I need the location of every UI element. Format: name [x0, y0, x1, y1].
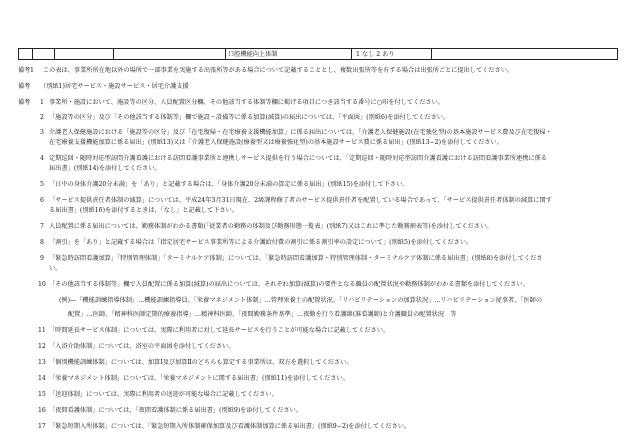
note-number: 11 — [38, 327, 46, 334]
note-text: （別紙1)居宅サービス・施設サービス・居宅介護支援 — [40, 83, 189, 90]
table-cell-item: 口腔機能向上体制 — [228, 51, 278, 58]
note-text: 「サービス提供責任者体制の減算」については、平成24年3月31日現在、2級課程修了者のサービス提供責任者を配置している場合であって、「サービス提供責任者体制の減算に関す — [49, 197, 552, 204]
note-prefix: 備考 — [18, 99, 31, 106]
note-number: 5 — [40, 181, 44, 188]
note-number: 14 — [38, 375, 46, 382]
note-text: 「その他該当する体制等」欄で人員配置に係る加算(減算)の届出については、それぞれ加算(減算)の要件となる職員の配置状況や勤務体制がわかる書類を添付してください。 — [49, 281, 529, 288]
note-text: 「緊急短期入所体制」については、「緊急短期入所体制確保加算及び看護体制加算に係る届出書」(別紙9−2)を添付してください。 — [49, 423, 411, 430]
note-text: 「時間延長サービス体制」については、実際に利用者に対して延長サービスを行うことが可能な場合に記載してください。 — [49, 327, 390, 334]
note-text: 定期巡回・随時対応型訪問介護看護における訪問看護事業所と連携しサービス提供を行う場合については、「定期巡回・随時対応型訪問介護看護における訪問看護事業所連携に係る — [49, 155, 547, 162]
note-text: る届出書」(別紙16)を添付するときは、「なし」と記載して下さい。 — [49, 207, 239, 214]
note-text: 人員配置に係る届出については、勤務体制がわかる書類(「従業者の勤務の体制及び勤務形態一覧表」(別紙7)又はこれに準じた勤務割表等)を添付してください。 — [49, 223, 493, 230]
note-number: 2 — [40, 114, 44, 121]
note-number: 12 — [38, 343, 46, 350]
note-number: 10 — [38, 281, 46, 288]
note-number: 17 — [38, 423, 46, 430]
note-number: 15 — [38, 391, 46, 398]
note-number: 16 — [38, 407, 46, 414]
note-prefix: 備考 — [18, 67, 31, 74]
note-text: 「夜間看護体制」については、「夜間看護体制に係る届出書」(別紙9)を添付してください。 — [49, 407, 303, 414]
note-text: 「栄養マネジメント体制」については、「栄養マネジメントに関する届出書」(別紙11)を添付してください。 — [49, 375, 349, 382]
note-number: 1 — [30, 67, 34, 74]
note-text: 「緊急時訪問看護加算」「特別管理体制」「ターミナルケア体制」については、「緊急時訪問看護加算・特別管理体制・ターミナルケア体制に係る届出書」(別紙8)を添付してくださ — [49, 255, 543, 262]
note-example-text: 配置」…医師、「精神科医師定期的療養指導」…精神科医師、「夜間勤務条件基準」…夜勤を行う看護師(准看護師)と介護職員の配置状況 等 — [68, 311, 457, 318]
note-text: 事業所・施設において、施設等の区分、人員配置区分欄、その他該当する体制等欄に掲げる項目につき該当する番号に○印を付してください。 — [49, 99, 444, 106]
note-example-text: (例)―「機能訓練指導体制」…機能訓練指導員、「栄養マネジメント体制」…管理栄養士の配置状況、「リハビリテーションの加算状況」…リハビリテーション従事者、「医師の — [59, 297, 543, 304]
table-divider — [225, 49, 226, 59]
note-text: 「日中の身体介護20分未満」を「あり」と記載する場合は、「身体介護20分未満の算定に係る届出」(別紙15)を添付して下さい。 — [49, 181, 409, 188]
note-number: 6 — [40, 197, 44, 204]
note-number: 3 — [40, 129, 44, 136]
table-divider — [32, 49, 33, 59]
note-text: 在宅療養支援機能加算に係る届出」(別紙13)又は「介護老人保健施設(療養型又は療養強化型)の基本施設サービス費に係る届出」(別紙13−2)を添付してください。 — [49, 139, 503, 146]
note-number: 13 — [38, 359, 46, 366]
note-text: 「割引」を「あり」と記載する場合は「指定居宅サービス事業所等による介護給付費の割引に係る割引率の設定について」(別紙5)を添付してください。 — [49, 239, 473, 246]
note-text: 「個別機能訓練体制」については、加算Ⅰ及び加算Ⅱのどちらも算定する事業所は、双方を選択してください。 — [49, 359, 353, 366]
note-text: 「入浴介助体制」については、浴室の平面図を添付してください。 — [49, 343, 235, 350]
note-prefix: 備考 — [18, 83, 31, 90]
note-text: この表は、事業所所在地以外の場所で一部事業を実施する出張所等がある場合について記載することとし、複数出張所等を有する場合は出張所ごとに提出してください。 — [43, 67, 514, 74]
table-divider — [113, 49, 114, 59]
note-text: 「施設等の区分」及び「その他該当する体制等」欄で施設・設備等に係る加算(減算)の届出については、「平面図」(別紙6)を添付してください。 — [49, 114, 450, 121]
note-text: い。 — [49, 265, 62, 272]
note-text: 届出書」(別紙14)を添付してください。 — [49, 165, 161, 172]
note-text: 「送迎体制」については、実際に利用者の送迎が可能な場合に記載してください。 — [49, 391, 278, 398]
table-cell-options: 1 なし 2 あり — [356, 51, 395, 58]
note-number: 7 — [40, 223, 44, 230]
form-table-row — [18, 48, 618, 60]
note-number: 4 — [40, 155, 44, 162]
note-text: 介護老人保健施設における「施設等の区分」及び「在宅復帰・在宅療養支援機能加算」に係る届出については、「介護老人保健施設(在宅強化型)の基本施設サービス費及び在宅復帰・ — [49, 129, 552, 136]
table-divider — [431, 49, 432, 59]
note-number: 1 — [40, 99, 44, 106]
table-divider — [351, 49, 352, 59]
note-number: 8 — [40, 239, 44, 246]
table-divider — [54, 49, 55, 59]
note-number: 9 — [40, 255, 44, 262]
